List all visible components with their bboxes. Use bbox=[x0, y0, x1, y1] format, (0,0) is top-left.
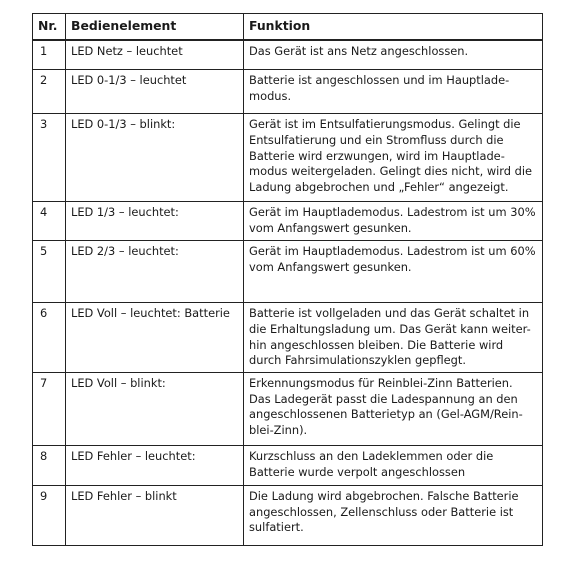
row-function: Die Ladung wird abgebrochen. Falsche Batterie angeschlossen, Zellenschluss oder Batterie ist sulfatiert. bbox=[244, 486, 543, 546]
table-row bbox=[33, 241, 543, 303]
row-function: Gerät im Hauptlademodus. Ladestrom ist um 30% vom Anfangswert gesunken. bbox=[244, 202, 543, 241]
row-control: LED 2/3 – leuchtet: bbox=[66, 241, 244, 303]
led-function-table bbox=[32, 13, 543, 546]
row-control: LED Voll – leuchtet: Batterie bbox=[66, 303, 244, 373]
row-nr: 4 bbox=[33, 202, 66, 241]
table-row bbox=[33, 202, 543, 241]
row-nr: 5 bbox=[33, 241, 66, 303]
row-function: Gerät ist im Entsulfatierungsmodus. Gelingt die Entsulfatierung und ein Stromfluss durch die Batterie wird erzwungen, wird im Hauptlade-modus weitergeladen. Gelingt dies nicht, wird die Ladung abgebrochen und „Fehler“ angezeigt. bbox=[244, 114, 543, 202]
header-row bbox=[33, 14, 543, 40]
row-control: LED Fehler – blinkt bbox=[66, 486, 244, 546]
row-function: Das Gerät ist ans Netz angeschlossen. bbox=[244, 40, 543, 70]
table-row bbox=[33, 114, 543, 202]
row-control: LED 0-1/3 – leuchtet bbox=[66, 70, 244, 114]
row-control: LED 1/3 – leuchtet: bbox=[66, 202, 244, 241]
table-row bbox=[33, 40, 543, 70]
row-nr: 7 bbox=[33, 373, 66, 446]
row-control: LED 0-1/3 – blinkt: bbox=[66, 114, 244, 202]
row-nr: 2 bbox=[33, 70, 66, 114]
row-control: LED Fehler – leuchtet: bbox=[66, 446, 244, 486]
row-nr: 8 bbox=[33, 446, 66, 486]
table-row bbox=[33, 373, 543, 446]
table-row bbox=[33, 446, 543, 486]
row-function: Kurzschluss an den Ladeklemmen oder die Batterie wurde verpolt angeschlossen bbox=[244, 446, 543, 486]
header-nr: Nr. bbox=[33, 14, 66, 40]
table-row bbox=[33, 70, 543, 114]
row-function: Batterie ist vollgeladen und das Gerät schaltet in die Erhaltungsladung um. Das Gerät kann weiter-hin angeschlossen bleiben. Die Batterie wird durch Fahrsimulationszyklen gepflegt. bbox=[244, 303, 543, 373]
row-nr: 9 bbox=[33, 486, 66, 546]
table-row bbox=[33, 486, 543, 546]
row-function: Erkennungsmodus für Reinblei-Zinn Batterien. Das Ladegerät passt die Ladespannung an den angeschlossenen Batterietyp an (Gel-AGM/Rein-blei-Zinn). bbox=[244, 373, 543, 446]
row-control: LED Voll – blinkt: bbox=[66, 373, 244, 446]
row-nr: 1 bbox=[33, 40, 66, 70]
table-row bbox=[33, 303, 543, 373]
header-function: Funktion bbox=[244, 14, 543, 40]
row-nr: 3 bbox=[33, 114, 66, 202]
row-control: LED Netz – leuchtet bbox=[66, 40, 244, 70]
header-control: Bedienelement bbox=[66, 14, 244, 40]
row-function: Batterie ist angeschlossen und im Hauptlade-modus. bbox=[244, 70, 543, 114]
row-function: Gerät im Hauptlademodus. Ladestrom ist um 60% vom Anfangswert gesunken. bbox=[244, 241, 543, 303]
row-nr: 6 bbox=[33, 303, 66, 373]
